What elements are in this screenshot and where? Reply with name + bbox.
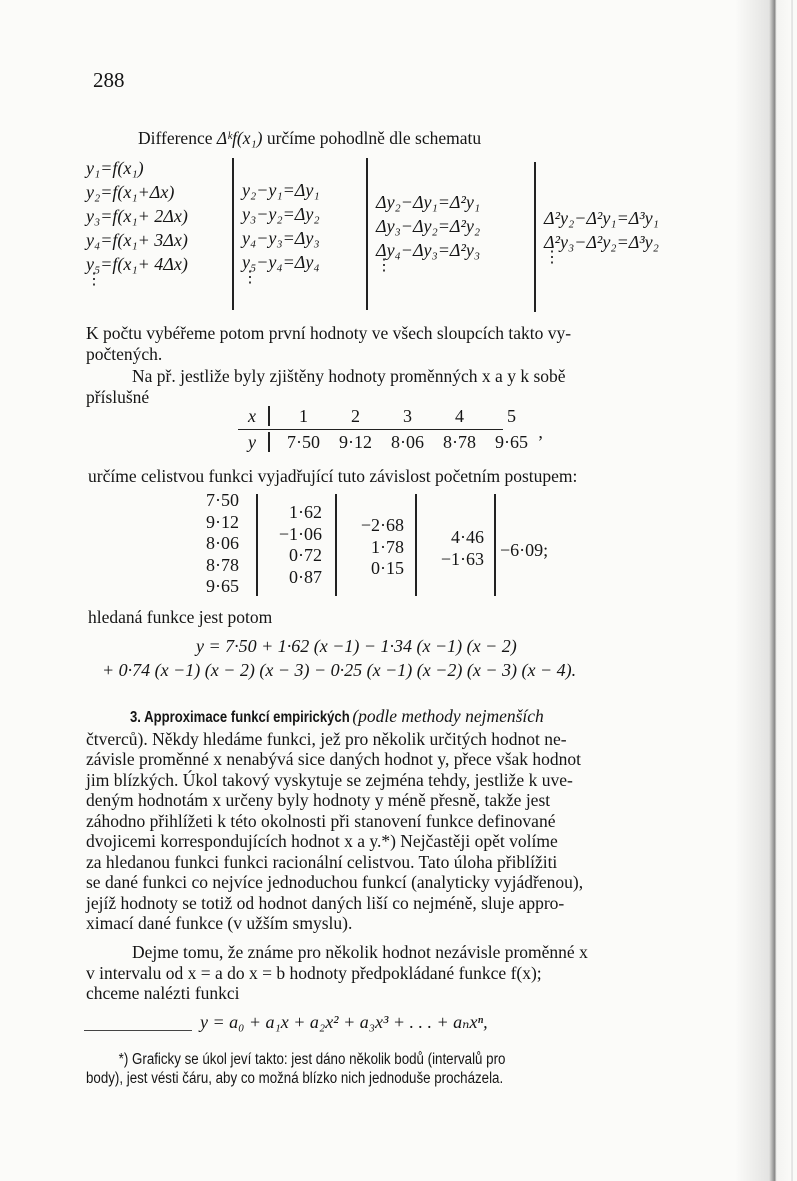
text-line: záhodno přihlížeti k této okolnosti při stanovení funkce definované [86, 810, 556, 831]
diff-value: −2·68 [360, 515, 404, 535]
text-line: dvojicemi korrespondujících hodnot x a y.*) Nejčastěji opět volíme [86, 831, 558, 851]
scheme-cell: y₂=f(x₁+Δx) [86, 182, 175, 202]
y-row [238, 429, 544, 455]
footnote-rule [84, 1030, 192, 1031]
diff-col-0 [206, 490, 239, 598]
x-row [238, 403, 544, 429]
diff-value: −1·63 [440, 548, 484, 569]
paragraph-2 [86, 366, 566, 407]
scheme-cell: y₄−y₃=Δy₃ [242, 228, 320, 248]
text-line: chceme nalézti funkci [86, 983, 240, 1003]
scheme-dots: ⋮ [544, 249, 560, 266]
diff-value: 7·50 [206, 490, 239, 510]
section-heading: 3. Approximace funkcí empirických [130, 709, 350, 726]
diff-value: 0·87 [289, 566, 322, 587]
text-line: počtených. [86, 343, 163, 364]
trailing-comma: ’ [537, 431, 544, 452]
text-line: v intervalu od x = a do x = b hodnoty předpokládané funkce f(x); [86, 962, 542, 983]
x-value: 1 [299, 405, 308, 426]
diff-value: 1·62 [289, 502, 322, 522]
text-line: příslušné [86, 386, 150, 407]
text-line: se dané funkci co nejvíce jednoduchou funkcí (analyticky vyjádřenou), [86, 872, 584, 892]
scheme-cell: y₁=f(x₁) [86, 158, 144, 178]
x-value: 4 [455, 405, 464, 426]
section-heading-line [86, 706, 583, 729]
intro-prefix: Difference [138, 128, 217, 148]
scheme-dots: ⋮ [376, 257, 392, 274]
diff-divider [335, 494, 337, 596]
diff-value: −1·06 [278, 523, 322, 544]
paragraph-4: hledaná funkce jest potom [88, 607, 273, 627]
formula-line-2: + 0·74 (x −1) (x − 2) (x − 3) − 0·25 (x −1) (x −2) (x − 3) (x − 4). [102, 660, 577, 680]
paragraph-3: určíme celistvou funkci vyjadřující tuto závislost početním postupem: [88, 466, 578, 486]
scheme-cell: Δy₄−Δy₃=Δ²y₃ [376, 240, 481, 260]
table-separator [268, 432, 270, 452]
table-separator [268, 406, 270, 426]
diff-col-4 [500, 540, 548, 562]
y-value: 8·06 [391, 431, 424, 452]
text-line: jim blízkých. Úkol takový vyskytuje se zejména tehdy, jestliže k uve- [86, 769, 573, 790]
paragraph-1 [86, 323, 571, 364]
scheme-col-2 [242, 178, 320, 286]
text-line: jejíž hodnoty se totiž od hodnot daných liší co nejméně, sluje appro- [86, 892, 565, 913]
scheme-cell: Δy₂−Δy₁=Δ²y₁ [376, 192, 481, 212]
book-binding-shadow [735, 0, 797, 1181]
scheme-cell: y₃−y₂=Δy₂ [242, 204, 320, 224]
page-number: 288 [93, 68, 125, 92]
footnote-line: body), jest vésti čáru, aby co možná blízko nich jednoduše procházela. [86, 1070, 504, 1087]
diff-value: 9·12 [206, 511, 239, 532]
text-line: čtverců). Někdy hledáme funkci, jež pro několik určitých hodnot ne- [86, 728, 567, 749]
diff-value: 1·78 [371, 536, 404, 557]
polynomial-formula: y = a₀ + a₁x + a₂x² + a₃x³ + . . . + aₙxⁿ, [200, 1012, 488, 1032]
formula-line-1: y = 7·50 + 1·62 (x −1) − 1·34 (x −1) (x − 2) [196, 636, 517, 656]
diff-col-3 [420, 527, 484, 570]
diff-value: 8·78 [206, 554, 239, 575]
scheme-cell: Δ²y₃−Δ²y₂=Δ³y₂ [544, 232, 659, 252]
diff-value: 0·15 [371, 558, 404, 578]
footnote-line: *) Graficky se úkol jeví takto: jest dáno několik bodů (intervalů pro [118, 1051, 506, 1068]
section-heading-italic: (podle methody nejmenších [352, 706, 544, 726]
scheme-col-3 [376, 190, 481, 274]
text-line: Na př. jestliže byly zjištěny hodnoty proměnných x a y k sobě [132, 366, 566, 386]
y-value: 9·65 [495, 431, 528, 452]
intro-math: Δᵏf(x₁) [216, 128, 263, 148]
text-line: za hledanou funkci funkci racionální celistvou. Tato úloha přiblížiti [86, 851, 558, 872]
table-rule [238, 429, 503, 430]
xy-value-table [238, 403, 544, 455]
text-line: Dejme tomu, že známe pro několik hodnot nezávisle proměnné x [132, 942, 588, 962]
scheme-divider [534, 162, 536, 312]
diff-value: −6·09; [500, 540, 549, 560]
scheme-cell: Δ²y₂−Δ²y₁=Δ³y₁ [544, 208, 659, 228]
scheme-divider [366, 158, 368, 310]
section-3 [86, 706, 583, 934]
text-line: závisle proměnné x nenabývá sice daných hodnot y, přece však hodnot [86, 749, 582, 769]
y-value: 7·50 [287, 431, 320, 452]
scheme-dots: ⋮ [86, 271, 102, 288]
diff-col-1 [262, 502, 322, 588]
diff-value: 4·46 [451, 527, 484, 547]
x-value: 5 [507, 405, 516, 426]
text-line: K počtu vybéřeme potom první hodnoty ve všech sloupcích takto vy- [86, 323, 572, 343]
x-label: x [248, 405, 256, 426]
diff-divider [415, 494, 417, 596]
scheme-cell: y₅−y₄=Δy₄ [242, 252, 320, 272]
footnote [86, 1050, 505, 1088]
paragraph-5 [86, 942, 588, 1004]
diff-value: 0·72 [289, 545, 322, 565]
diff-divider [494, 494, 496, 596]
scheme-cell: y₃=f(x₁+ 2Δx) [86, 206, 188, 226]
scheme-dots: ⋮ [242, 269, 258, 286]
intro-line [138, 128, 481, 149]
x-value: 2 [351, 405, 360, 426]
scheme-cell: y₂−y₁=Δy₁ [242, 180, 320, 200]
diff-col-2 [340, 515, 404, 580]
y-value: 8·78 [443, 431, 476, 452]
scheme-divider [232, 158, 234, 310]
diff-value: 9·65 [206, 576, 239, 596]
intro-suffix: určíme pohodlně dle schematu [262, 128, 482, 148]
y-value: 9·12 [339, 431, 372, 452]
diff-value: 8·06 [206, 533, 239, 553]
scheme-cell: y₅=f(x₁+ 4Δx) [86, 254, 188, 274]
scheme-cell: y₄=f(x₁+ 3Δx) [86, 230, 188, 250]
text-line: ximací dané funkce (v užším smyslu). [86, 913, 353, 933]
text-line: deným hodnotám x určeny byly hodnoty y méně přesně, takže jest [86, 790, 551, 810]
y-label: y [248, 431, 256, 452]
x-value: 3 [403, 405, 412, 426]
scheme-col-4 [544, 206, 659, 266]
diff-divider [256, 494, 258, 596]
scheme-cell: Δy₃−Δy₂=Δ²y₂ [376, 216, 481, 236]
scheme-col-1 [86, 156, 188, 288]
